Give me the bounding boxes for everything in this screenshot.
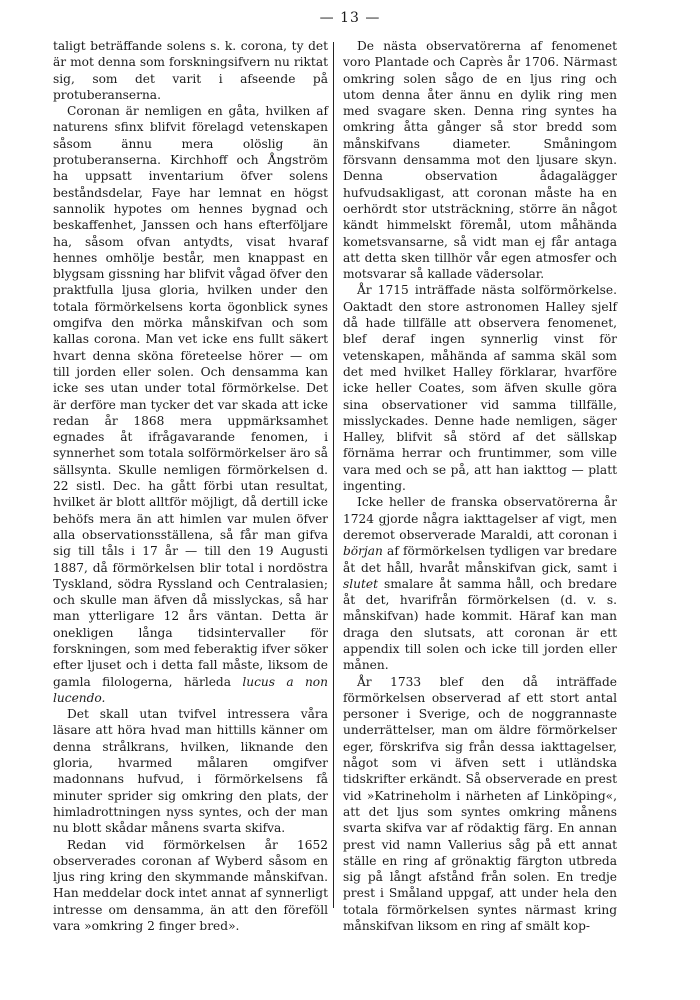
paragraph bbox=[53, 706, 328, 836]
paragraph bbox=[343, 674, 617, 935]
italic-text: början bbox=[343, 544, 383, 559]
paragraph bbox=[343, 38, 617, 282]
column-divider bbox=[333, 42, 334, 908]
paragraph bbox=[53, 103, 328, 706]
text-run: År 1733 blef den då inträffade förmörkelsen observerad af ett stort antal personer i Sverige, och de noggrannaste underrättelser, man om äldre förmörkelser eger, förskrifva sig från dessa iakttagelser, något som vi äfven sett i utländska tidskrifter erkändt. Så observerade en prest vid »Katrineholm i närheten af Linköping«, att det ljus som syntes omkring månens svarta skifva var af rödaktig färg. En annan prest vid namn Vallerius såg på ett annat ställe en ring af grönaktig färgton utbreda sig på långt afstånd från solen. En tredje prest i Småland uppgaf, att under hela den totala förmörkelsen syntes närmast kring månskifvan liksom en ring af smält kop- bbox=[343, 674, 617, 934]
italic-text: lucus a non lucendo. bbox=[53, 674, 328, 705]
paragraph bbox=[53, 837, 328, 935]
paragraph bbox=[343, 282, 617, 494]
paragraph bbox=[53, 38, 328, 103]
text-run: taligt beträffande solens s. k. corona, ty det är mot denna som forskningsifvern nu riktat sig, som det varit i afseende på protuberanserna. bbox=[53, 39, 328, 102]
left-column bbox=[53, 38, 328, 934]
text-run: Icke heller de franska observatörerna år 1724 gjorde några iakttagelser af vigt, men deremot observerade Maraldi, att coronan i bbox=[343, 495, 617, 542]
text-run: År 1715 inträffade nästa solförmörkelse. Oaktadt den store astronomen Halley sjelf då hade tillfälle att observera fenomenet, blef deraf ingen synnerlig vinst för vetenskapen, måhända af samma skäl som det med hvilket Halley förklarar, hvarföre icke heller Coates, som äfven skulle göra sina observationer vid samma tillfälle, misslyckades. Denne hade nemligen, säger Halley, blifvit så störd af det sällskap förnäma herrar och fruntimmer, som ville vara med och se på, att han iakttog — platt ingenting. bbox=[343, 283, 617, 494]
text-run: De nästa observatörerna af fenomenet voro Plantade och Caprès år 1706. Närmast omkring solen sågo de en ljus ring och utom denna åter ännu en dylik ring men med svagare sken. Denna ring syntes ha omkring åtta gånger så stor bredd som månskifvans diameter. Småningom försvann densamma mot den ljusare skyn. Denna observation ådagalägger hufvudsakligast, att coronan måste ha en oerhördt stor utsträckning, större än något kändt himmelskt föremål, utom måhända kometsvansarne, så vidt man ej får antaga att detta sken tillhör vår egen atmosfer och motsvarar så kallade vädersolar. bbox=[343, 39, 617, 282]
page-number: — 13 — bbox=[319, 10, 381, 26]
text-run: Redan vid förmörkelsen år 1652 observerades coronan af Wyberd såsom en ljus ring kring den skymmande månskifvan. Han meddelar dock intet annat af synnerligt intresse om densamma, än att den föreföll vara »omkring 2 finger bred». bbox=[53, 837, 328, 934]
right-column bbox=[343, 38, 617, 934]
italic-text: slutet bbox=[343, 576, 379, 591]
paragraph bbox=[343, 494, 617, 673]
text-run: Det skall utan tvifvel intressera våra läsare att höra hvad man hittills känner om denna strålkrans, hvilken, liknande den gloria, hvarmed målaren omgifver madonnans hufvud, i förmörkelsens få minuter sprider sig omkring den plats, der himladrottningen nyss syntes, och der man nu blott skådar månens svarta skifva. bbox=[53, 707, 328, 836]
text-run: smalare åt samma håll, och bredare åt det, hvarifrån förmörkelsen (d. v. s. månskifvan) hade kommit. Häraf kan man draga den slutsats, att coronan är ett appendix till solen och icke till jorden eller månen. bbox=[343, 576, 617, 673]
text-run: Coronan är nemligen en gåta, hvilken af naturens sfinx blifvit förelagd vetenskapen såsom ännu mera olöslig än protuberanserna. Kirchhoff och Ångström ha uppsatt inventarium öfver solens beståndsdelar, Faye har lemnat en högst sannolik hypotes om hennes bygnad och beskaffenhet, Janssen och hans efterföljare ha, såsom ofvan antydts, visat hvaraf hennes omhölje består, men knappast en blygsam gissning har blifvit vågad öfver den praktfulla ljusa gloria, hvilken under den totala förmörkelsens korta ögonblick synes omgifva den mörka månskifvan och som kallas corona. Man vet icke ens fullt säkert hvart denna sköna företeelse hörer — om till jorden eller solen. Och densamma kan icke ses utan under total förmörkelse. Det är derföre man tycker det var skada att icke redan år 1868 mera uppmärksamhet egnades åt ifrågavarande fenomen, i synnerhet som totala solförmörkelser äro så sällsynta. Skulle nemligen förmörkelsen d. 22 sistl. Dec. ha gått förbi utan resultat, hvilket är blott alltför möjligt, då dertill icke behöfs mera än att himlen var mulen öfver alla observationsställena, så får man gifva sig till tåls i 17 år — till den 19 Augusti 1887, då förmörkelsen blir total i nordöstra Tyskland, södra Ryssland och Centralasien; och skulle man äfven då misslyckas, så har man ytterligare 12 års väntan. Detta är onekligen långa tidsintervaller för forskningen, som med feberaktig ifver söker efter ljuset och i detta fall måste, liksom de gamla filologerna, härleda bbox=[53, 104, 328, 689]
text-run: af förmörkelsen tydligen var bredare åt det håll, hvaråt månskifvan gick, samt i bbox=[343, 544, 617, 575]
